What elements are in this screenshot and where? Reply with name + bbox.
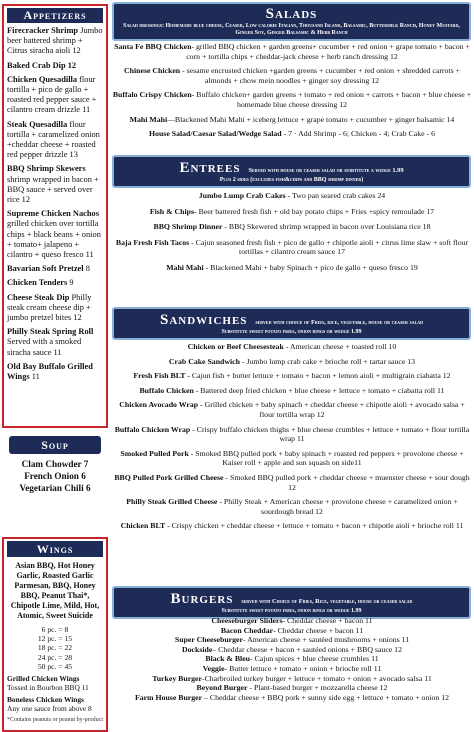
burger-item (112, 654, 472, 664)
item-name: Farm House Burger (134, 692, 203, 702)
item-name: Bavarian Soft Pretzel (7, 264, 84, 274)
wings-section (2, 537, 108, 732)
sandwich-item (112, 371, 472, 381)
salads-header (112, 2, 471, 41)
wing-extra-item (7, 674, 103, 692)
item-desc: shrimp wrapped in bacon + BBQ sauce + served over rice 12 (7, 174, 99, 205)
item-desc: - Blackened Mahi + baby Spinach + pico de gallo + queso fresco 19 (203, 262, 418, 272)
item-desc: -Charbroiled turkey burger + lettuce + tomato + onion + avocado salsa 11 (201, 673, 432, 683)
item-name: Chicken Tenders (7, 278, 68, 288)
item-desc: 11 (31, 372, 40, 382)
item-name: Philly Steak Spring Roll (7, 327, 94, 337)
entree-item (112, 207, 472, 217)
wing-price: 12 pc. = 15 (37, 634, 73, 644)
entree-item (112, 222, 472, 232)
item-name: Veggie (202, 663, 225, 673)
burger-item (112, 693, 472, 703)
item-desc: - American cheese + sautéed mushrooms + onions 11 (242, 635, 410, 645)
entrees-list (112, 191, 472, 279)
soup-item: Vegetarian Chili 6 (19, 483, 91, 493)
item-name: Buffalo Chicken (139, 385, 194, 395)
item-name: Fish & Chips (149, 206, 195, 216)
appetizers-list (7, 26, 103, 382)
salads-list (112, 42, 472, 144)
appetizer-item (7, 164, 103, 205)
sandwich-item (112, 473, 472, 492)
salads-title: Salads (265, 6, 318, 22)
item-name: Mahi Mahi (129, 114, 168, 124)
item-name: Supreme Chicken Nachos (7, 209, 99, 219)
appetizer-item (7, 327, 103, 358)
burgers-note-2: Substitute sweet potato fries, onion rings or wedge 1.99 (221, 608, 362, 614)
item-desc: - Crispy buffalo chicken thighs + blue cheese crumbles + lettuce + tomato + flour tortilla wrap 11 (190, 424, 470, 444)
item-desc: Tossed in Bourbon BBQ 11 (7, 683, 89, 693)
entree-item (112, 263, 472, 273)
salad-item (112, 115, 472, 125)
item-desc: - Smoked BBQ pulled pork + baby spinach + roasted red peppers + provolone cheese + Kaiser roll + apple and sun squash on side11 (188, 448, 464, 468)
sandwich-item (112, 449, 472, 468)
item-desc: - Battered deep fried chicken + blue cheese + lettuce + tomato + ciabatta roll 11 (193, 385, 445, 395)
item-name: Super Cheeseburger (174, 635, 243, 645)
item-name: Baja Fresh Fish Tacos (115, 237, 190, 247)
burger-item (112, 635, 472, 645)
item-desc: - Smoked BBQ pulled pork + cheddar cheese + muenster cheese + sour dough 12 (223, 472, 470, 492)
item-name: Buffalo Chicken Wrap (114, 424, 191, 434)
burgers-title: Burgers (170, 591, 234, 607)
sandwich-item (112, 357, 472, 367)
entrees-header (112, 155, 471, 188)
item-name: Grilled Chicken Wings (7, 674, 80, 684)
sandwiches-note-2: Substitute sweet potato fries, onion rings or wedge 1.99 (221, 329, 362, 335)
wings-title: Wings (7, 541, 103, 557)
item-desc: flour tortilla + caramelized onion +cheddar cheese + roasted red pepper drizzle 13 (7, 119, 100, 160)
item-desc: - Grilled chicken + baby spinach + cheddar cheese + chipotle aioli + avocado salsa + flour tortilla wrap 12 (198, 400, 465, 419)
item-name: Philly Steak Grilled Cheese (126, 497, 218, 507)
item-desc: - American cheese + toasted roll 10 (283, 342, 397, 351)
entrees-note-1: Served with house or ceaser salad or substitute a wedge 1.99 (248, 167, 404, 174)
item-name: Buffalo Crispy Chicken (112, 90, 192, 100)
item-desc: 8 (85, 264, 90, 274)
item-name: Crab Cake Sandwich (168, 356, 240, 366)
item-desc: - Cajun fish + butter lettuce + tomato + bacon + lemon aioli + multigrain ciabatta 12 (185, 371, 451, 381)
item-desc: grilled chicken over tortilla chips + black beans + onion + tomato+ jalapeno + cilantro + queso fresco 11 (7, 219, 101, 260)
item-desc: Any one sauce from above 8 (7, 704, 92, 714)
item-desc: - Cheddar cheese + bacon 11 (282, 616, 373, 625)
sandwiches-title: Sandwiches (159, 312, 248, 328)
item-desc: Jumbo beer battered shrimp + Citrus siracha aioli 12 (7, 26, 103, 56)
sandwich-item (112, 386, 472, 396)
salad-item (112, 129, 472, 139)
item-name: House Salad/Caesar Salad/Wedge Salad (149, 129, 282, 139)
item-name: Jumbo Lump Crab Cakes (198, 191, 286, 200)
item-desc: Philly steak cream cheese dip + jumbo pretzel bites 12 (7, 292, 92, 323)
item-name: Beyond Burger (196, 683, 248, 693)
item-name: Chinese Chicken (124, 66, 181, 76)
item-desc: - sesame encrusted chicken +garden greens + cucumber + red onion + shredded carrots + almonds + chow mein noodles + ginger soy dressing 12 (180, 66, 460, 85)
salad-item (112, 42, 472, 61)
item-name: Dockside (182, 644, 213, 654)
appetizer-item (7, 61, 103, 71)
wing-price-list (7, 625, 103, 671)
item-name: BBQ Pulled Pork Grilled Cheese (114, 472, 224, 482)
entrees-title: Entrees (179, 160, 241, 176)
item-name: Chicken BLT (120, 521, 166, 531)
sandwich-item (112, 521, 472, 531)
appetizers-section (2, 4, 108, 428)
item-desc: - Jumbo lump crab cake + brioche roll + tartar sauce 13 (239, 356, 416, 366)
appetizer-item (7, 264, 103, 274)
item-desc: flour tortilla + pico de gallo + roasted red pepper sauce + cilantro cream drizzle 11 (7, 74, 97, 115)
appetizer-item (7, 120, 103, 161)
wing-price: 6 pc. = 8 (41, 625, 69, 634)
item-name: Chicken Quesadilla (7, 74, 78, 84)
entree-item (112, 191, 472, 201)
burgers-note-1: served with Choice of Fries, Rice, vegetable, house or ceaser salad (241, 598, 413, 605)
item-desc: 9 (69, 278, 74, 288)
item-name: Smoked Pulled Pork (120, 448, 189, 458)
wing-flavors: Asian BBQ, Hot Honey Garlic, Roasted Garlic Parmesan, BBQ, Honey BBQ, Peanut Thai*, Chipotle Lime, Mild, Hot, Atomic, Sweet Suicide (10, 561, 100, 620)
item-desc: - Two pan seared crab cakes 24 (285, 191, 386, 200)
item-name: Boneless Chicken Wings (7, 695, 84, 705)
sandwich-item (112, 497, 472, 516)
item-desc: —Blackened Mahi Mahi + iceberg lettuce + grape tomato + cucumber + ginger balsamic 14 (167, 114, 455, 124)
appetizer-item (7, 209, 103, 260)
item-name: Steak Quesadilla (7, 119, 68, 129)
burgers-list (112, 616, 472, 702)
item-desc: - Cajun spices + blue cheese crumbles 11 (250, 654, 379, 664)
sandwiches-note-1: served with choice of Fries, rice, vegetable, house or ceaser salad (255, 319, 424, 326)
wing-footnote: *Contains peanuts or peanut by-product (7, 717, 103, 724)
item-name: BBQ Shrimp Skewers (7, 164, 86, 174)
salad-item (112, 90, 472, 109)
item-desc: - 7 · Add Shrimp - 6; Chicken - 4; Crab Cake - 6 (281, 129, 435, 139)
item-name: Bacon Cheddar (220, 625, 274, 635)
burger-item (112, 664, 472, 674)
item-name: BBQ Shrimp Dinner (153, 222, 223, 232)
item-name: Old Bay Buffalo Grilled Wings (7, 361, 93, 382)
appetizers-title: Appetizers (7, 8, 103, 23)
entrees-note-2: Plus 2 sides (excludes fish&chips and BBQ shrimp dinner) (219, 177, 364, 183)
appetizer-item (7, 75, 103, 116)
wing-extra-item (7, 695, 103, 713)
item-desc: – Cheddar cheese + BBQ pork + sunny side egg + lettuce + tomato + onion 12 (202, 692, 450, 702)
sandwiches-list (112, 342, 472, 536)
item-desc: - Plant-based burger + mozzarella cheese 12 (247, 683, 388, 693)
appetizer-item (7, 293, 103, 324)
item-desc: Served with a smoked siracha sauce 11 (7, 337, 82, 357)
wing-price: 18 pc. = 22 (37, 643, 73, 653)
item-name: Chicken or Beef Cheesesteak (187, 342, 284, 351)
burger-item (112, 674, 472, 684)
soup-item: Clam Chowder 7 (21, 459, 89, 469)
burgers-header (112, 586, 471, 619)
right-column (112, 0, 474, 732)
appetizer-item (7, 278, 103, 288)
burger-item (112, 645, 472, 655)
item-name: Cheese Steak Dip (7, 292, 70, 302)
item-name: Fresh Fish BLT (133, 371, 186, 381)
soup-list (2, 458, 108, 494)
wing-price: 50 pc. = 45 (37, 661, 73, 671)
item-desc: - BBQ Skewered shrimp wrapped in bacon over Louisiana rice 18 (222, 222, 431, 232)
item-name: Turkey Burger (152, 673, 202, 683)
burger-item (112, 683, 472, 693)
item-name: Black & Bleu (205, 654, 250, 664)
item-name: Mahi Mahi (166, 262, 204, 272)
salad-item (112, 66, 472, 85)
item-name: Baked Crab Dip 12 (7, 60, 77, 70)
sandwich-item (112, 400, 472, 419)
item-name: Santa Fe BBQ Chicken (114, 42, 192, 51)
item-desc: - Butter lettuce + tomato + onion + brioche roll 11 (224, 663, 382, 673)
item-desc: – Cheddar cheese + bacon + sautéed onions + BBQ sauce 12 (212, 644, 402, 654)
item-desc: - Philly Steak + American cheese + provolone cheese + caramelized onion + sourdough bread 12 (217, 497, 458, 516)
appetizer-item (7, 26, 103, 57)
sandwich-item (112, 342, 472, 352)
burger-item (112, 626, 472, 636)
wing-extras (7, 674, 103, 713)
item-desc: - Beer battered fresh fish + old bay potato chips + Fries +spicy remoulade 17 (194, 206, 435, 216)
burger-item (112, 616, 472, 626)
item-name: Firecracker Shrimp (7, 26, 79, 35)
soup-title: Soup (9, 436, 101, 454)
sandwiches-header (112, 307, 471, 340)
left-column (0, 0, 108, 732)
salads-dressing-note: Salad dressings: Homemade blue cheese, Ceaser, Low calorie Italian, Thousand Island, Balsamic, Buttermilk Ranch, Honey Mustard, Ginger Soy, Ginger Balsamic & Herb Ranch (123, 23, 460, 36)
item-desc: - Crispy chicken + cheddar cheese + lettuce + tomato + bacon + chipotle aioli + brioche roll 11 (165, 521, 464, 531)
item-desc: - grilled BBQ chicken + garden greens+ cucumber + red onion + grape tomato + bacon + corn + tortilla chips + cheddar-jack cheese + herb ranch dressing 12 (186, 42, 470, 61)
wing-price: 24 pc. = 28 (37, 652, 73, 662)
soup-section (2, 436, 108, 494)
item-desc: - Buffalo chicken+ garden greens + tomato + red onion + carrots + bacon + blue cheese + homemade blue cheese dressing 12 (191, 90, 472, 109)
soup-item: French Onion 6 (24, 471, 86, 481)
item-name: Cheeseburger Sliders (211, 616, 283, 625)
entree-item (112, 238, 472, 257)
appetizer-item (7, 362, 103, 382)
sandwich-item (112, 425, 472, 444)
item-desc: - Cheddar cheese + bacon 11 (273, 625, 364, 635)
item-name: Chicken Avocado Wrap (119, 400, 199, 410)
item-desc: - Cajun seasoned fresh fish + pico de gallo + chipotle aioli + citrus lime slaw + soft flour tortillas + cilantro cream sauce 17 (189, 237, 469, 257)
